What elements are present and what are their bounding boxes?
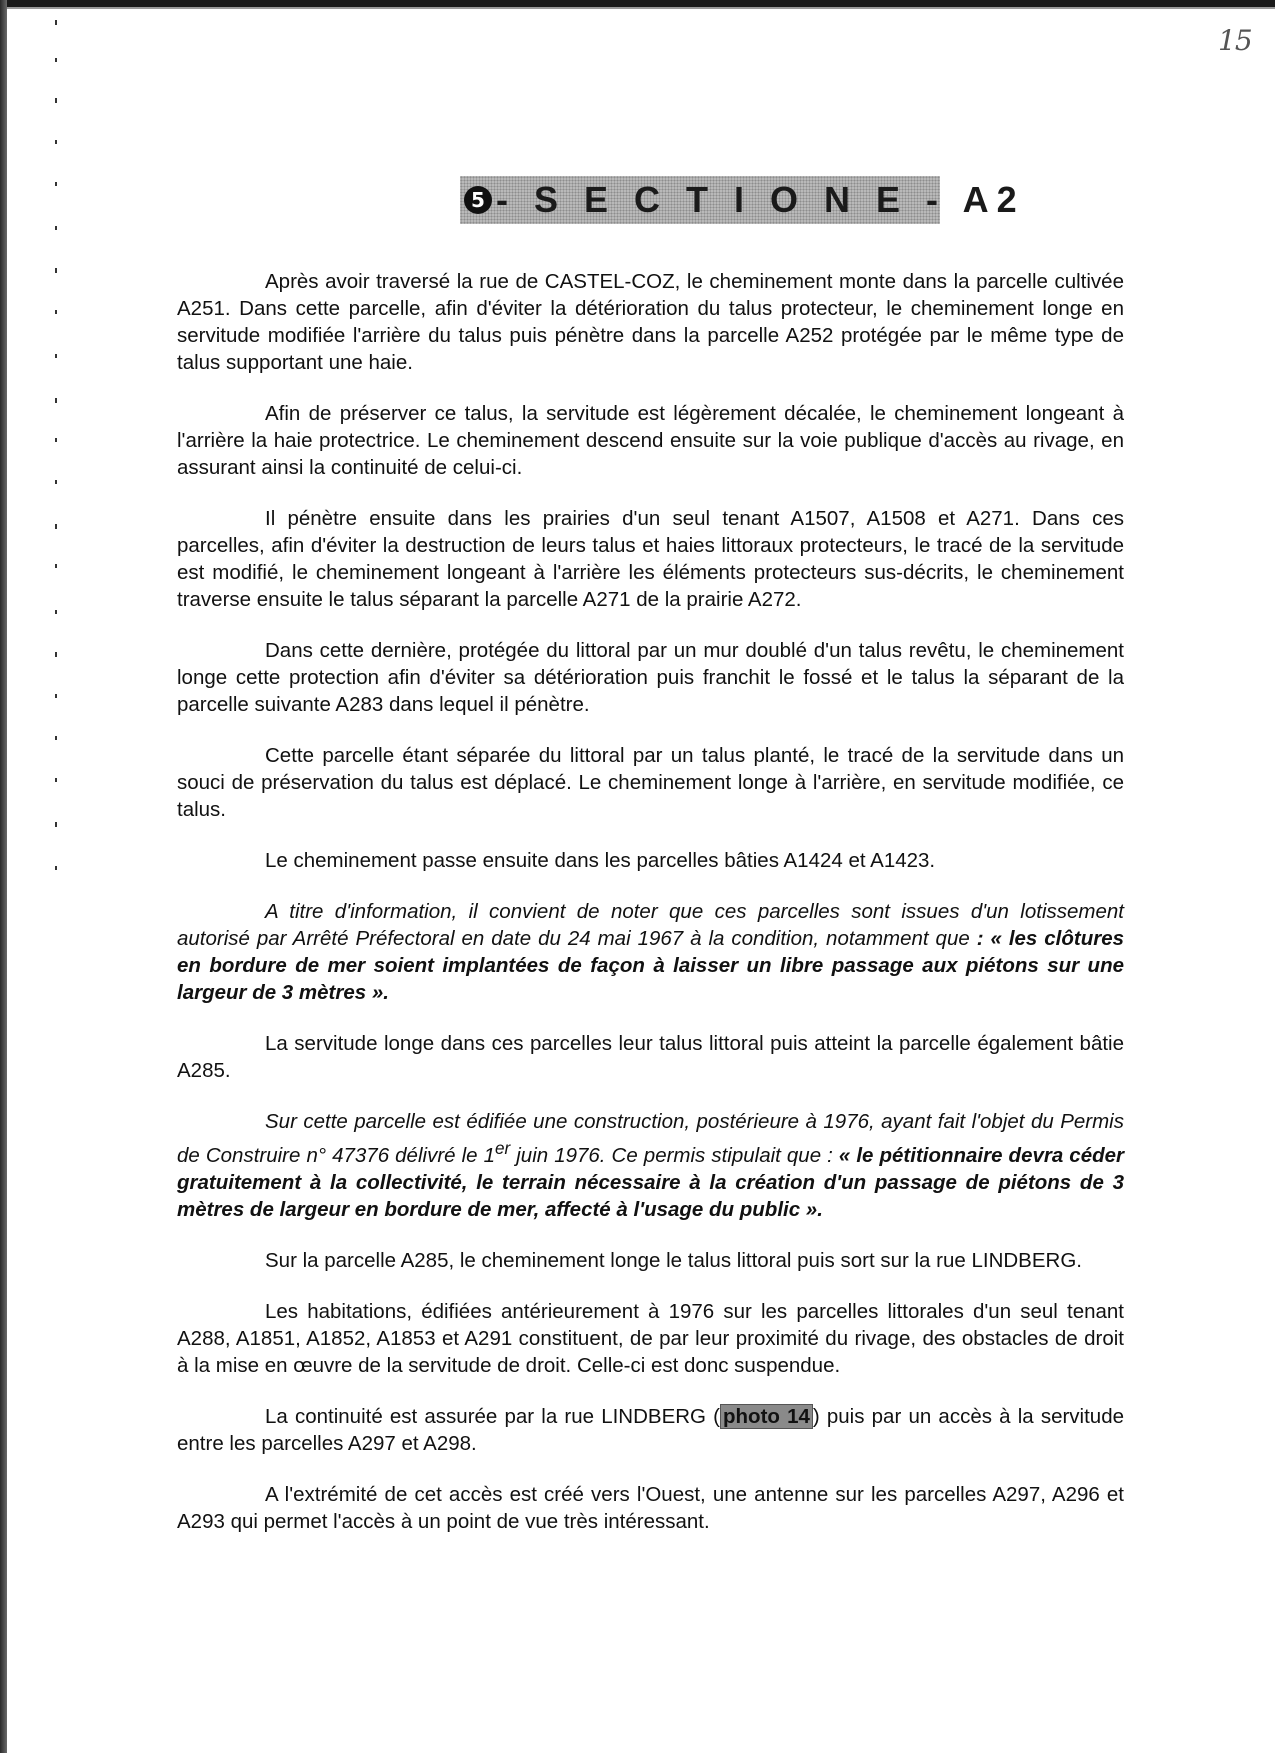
paragraph: Dans cette dernière, protégée du littoral par un mur doublé d'un talus revêtu, le cheminement longe cette protection afin d'éviter sa détérioration puis franchit le fossé et le talus la séparant de la parcelle suivante A283 dans lequel il pénètre. (177, 639, 1124, 716)
scan-speck (55, 98, 57, 103)
paragraph: Sur la parcelle A285, le cheminement longe le talus littoral puis sort sur la rue LINDBERG. (265, 1248, 1082, 1272)
scan-speck (55, 140, 57, 144)
permit-middle: juin 1976. Ce permis stipulait que : (510, 1143, 839, 1167)
document-body (177, 268, 1124, 1559)
scan-speck (55, 398, 57, 403)
continuity-intro: La continuité est assurée par la rue LINDBERG ( (265, 1404, 720, 1428)
section-heading (460, 176, 1025, 224)
paragraph-information-note (177, 898, 1124, 1006)
section-number-badge: 5 (464, 186, 492, 214)
scan-left-edge (0, 0, 7, 1753)
scan-speck (55, 58, 57, 62)
paragraph-continuity (177, 1403, 1124, 1457)
scan-speck (55, 182, 57, 186)
scan-speck (55, 524, 57, 529)
scan-speck (55, 778, 57, 782)
paragraph: Afin de préserver ce talus, la servitude est légèrement décalée, le cheminement longeant à l'arrière la haie protectrice. Le cheminement descend ensuite sur la voie publique d'accès au rivage, en assurant ainsi la continuité de celui-ci. (177, 402, 1124, 479)
paragraph-permit-note (177, 1108, 1124, 1223)
scan-speck (55, 866, 57, 870)
photo-reference: photo 14 (720, 1404, 813, 1429)
scan-speck (55, 652, 57, 657)
note-intro: A titre d'information, il convient de noter que ces parcelles sont issues d'un lotissement autorisé par Arrêté Préfectoral en date du 24 mai 1967 à la condition, notamment que (177, 900, 1124, 950)
scan-speck (55, 310, 57, 314)
paragraph: La servitude longe dans ces parcelles leur talus littoral puis atteint la parcelle également bâtie A285. (177, 1032, 1124, 1082)
paragraph: Le cheminement passe ensuite dans les parcelles bâties A1424 et A1423. (265, 849, 936, 872)
section-title: - S E C T I O N E - A2 (496, 179, 1025, 220)
paragraph: Après avoir traversé la rue de CASTEL-COZ, le cheminement monte dans la parcelle cultivée A251. Dans cette parcelle, afin d'éviter la détérioration du talus protecteur, le cheminement longe en servitude modifiée l'arrière du talus puis pénètre dans la parcelle A252 protégée par le même type de talus supportant une haie. (177, 270, 1124, 374)
paragraph: Il pénètre ensuite dans les prairies d'un seul tenant A1507, A1508 et A271. Dans ces parcelles, afin d'éviter la destruction de leurs talus et haies littoraux protecteurs, le tracé de la servitude est modifié, le cheminement longeant à l'arrière les éléments protecteurs sus-décrits, le cheminement traverse ensuite le talus séparant la parcelle A271 de la prairie A272. (177, 507, 1124, 611)
scan-top-border-line (0, 7, 1275, 9)
page-number: 15 (1218, 24, 1252, 57)
scan-speck (55, 694, 57, 698)
paragraph: Cette parcelle étant séparée du littoral par un talus planté, le tracé de la servitude dans un souci de préservation du talus est déplacé. Le cheminement longe à l'arrière, en servitude modifiée, ce talus. (177, 744, 1124, 821)
paragraph: A l'extrémité de cet accès est créé vers l'Ouest, une antenne sur les parcelles A297, A296 et A293 qui permet l'accès à un point de vue très intéressant. (177, 1482, 1124, 1533)
permit-intro: Sur cette parcelle est édifiée une construction, postérieure à 1976, ayant fait l'objet du Permis de Construire n° 47376 délivré le 1 (177, 1110, 1124, 1167)
permit-quote: « le pétitionnaire devra céder gratuitement à la collectivité, le terrain nécessaire à la création d'un passage de piétons de 3 mètres de largeur en bordure de mer, affecté à l'usage du public ». (177, 1143, 1125, 1221)
scan-speck (55, 354, 57, 358)
scan-speck (55, 268, 57, 273)
scan-speck (55, 822, 57, 827)
permit-superscript: er (495, 1139, 511, 1158)
scan-speck (55, 736, 57, 740)
scan-speck (55, 610, 57, 614)
scan-speck (55, 438, 57, 442)
continuity-rest: ) puis par un accès à la servitude entre les parcelles A297 et A298. (177, 1404, 1124, 1455)
scan-speck (55, 226, 57, 230)
scan-top-border (0, 0, 1275, 7)
note-quote: : « les clôtures en bordure de mer soient implantées de façon à laisser un libre passage aux piétons sur une largeur de 3 mètres ». (177, 927, 1125, 1004)
scan-speck (55, 480, 57, 484)
paragraph: Les habitations, édifiées antérieurement à 1976 sur les parcelles littorales d'un seul tenant A288, A1851, A1852, A1853 et A291 constituent, de par leur proximité du rivage, des obstacles de droit à la mise en œuvre de la servitude de droit. Celle-ci est donc suspendue. (177, 1299, 1124, 1377)
scan-speck (55, 564, 57, 568)
scan-speck (55, 20, 57, 25)
